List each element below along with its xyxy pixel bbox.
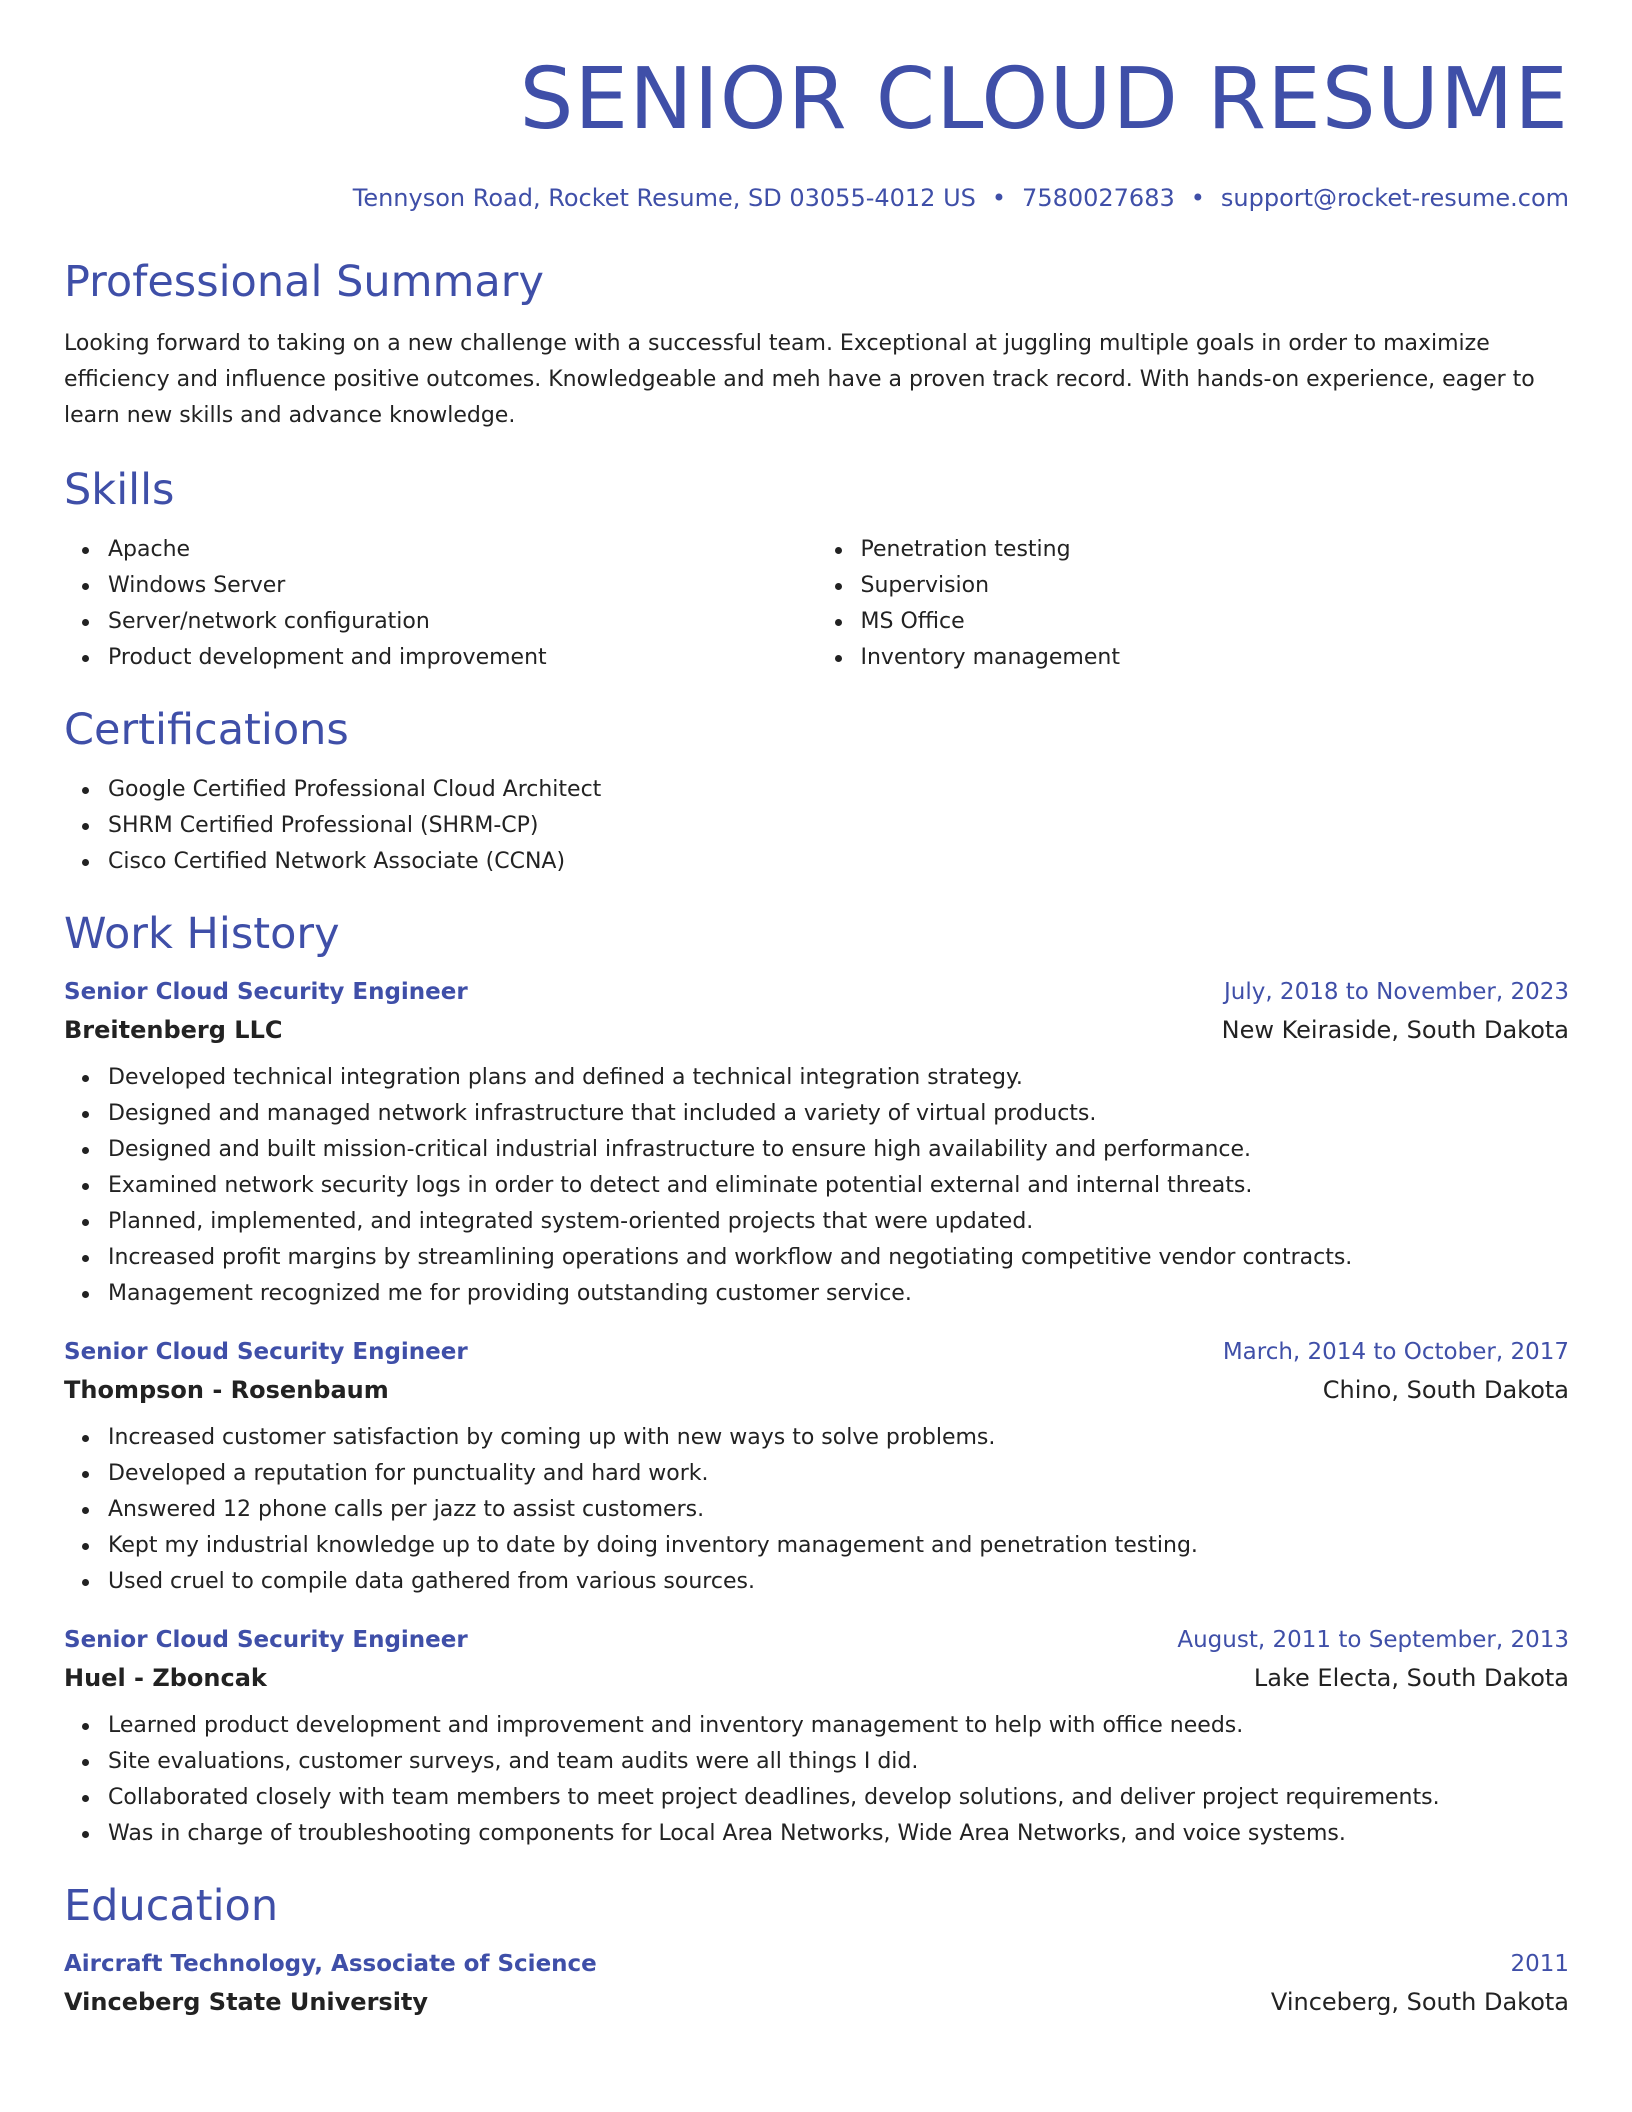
skill-item: Windows Server (108, 568, 817, 604)
job-bullet: Developed a reputation for punctuality and hard work. (108, 1456, 1569, 1492)
job-header (64, 1622, 1569, 1658)
job-bullet: Learned product development and improvement and inventory management to help with office needs. (108, 1708, 1569, 1744)
job-header (64, 974, 1569, 1010)
skills-right-list (817, 532, 1570, 676)
certifications-section (64, 704, 1569, 880)
education-location: Vinceberg, South Dakota (1270, 1988, 1569, 2016)
skill-item: Inventory management (861, 640, 1570, 676)
job-location: Lake Electa, South Dakota (1253, 1664, 1569, 1692)
job-bullet: Used cruel to compile data gathered from various sources. (108, 1564, 1569, 1600)
job-bullet: Site evaluations, customer surveys, and team audits were all things I did. (108, 1744, 1569, 1780)
certifications-heading: Certifications (64, 705, 349, 755)
job-title: Senior Cloud Security Engineer (64, 1339, 468, 1365)
job-bullet: Developed technical integration plans and defined a technical integration strategy. (108, 1060, 1569, 1096)
summary-text: Looking forward to taking on a new challenge with a successful team. Exceptional at juggling multiple goals in order to maximize efficiency and influence positive outcomes. Knowledgeable and meh have a proven track record. With hands-on experience, eager to learn new skills and advance knowledge. (64, 331, 1535, 428)
job-bullet: Management recognized me for providing outstanding customer service. (108, 1276, 1569, 1312)
job-title: Senior Cloud Security Engineer (64, 979, 468, 1005)
job-header (64, 1334, 1569, 1370)
skill-item: Apache (108, 532, 817, 568)
certification-item: Cisco Certified Network Associate (CCNA) (108, 844, 1569, 880)
job-dates: March, 2014 to October, 2017 (1222, 1339, 1569, 1365)
summary-heading: Professional Summary (64, 257, 544, 307)
job-company: Thompson - Rosenbaum (64, 1376, 389, 1404)
education-entry (64, 1946, 1569, 2020)
certifications-list (64, 772, 1569, 880)
education-heading: Education (64, 1881, 279, 1931)
job-subheader (64, 1012, 1569, 1048)
skill-item: Server/network configuration (108, 604, 817, 640)
work-history-section (64, 908, 1569, 1852)
job-subheader (64, 1660, 1569, 1696)
job-dates: July, 2018 to November, 2023 (1223, 979, 1569, 1005)
job-title: Senior Cloud Security Engineer (64, 1627, 468, 1653)
skill-item: Penetration testing (861, 532, 1570, 568)
summary-section (64, 256, 1569, 434)
contact-separator: • (991, 184, 1007, 212)
skills-section (64, 464, 1569, 676)
job-bullet: Increased profit margins by streamlining operations and workflow and negotiating competitive vendor contracts. (108, 1240, 1569, 1276)
contact-email[interactable]: support@rocket-resume.com (1220, 184, 1569, 212)
education-subheader (64, 1984, 1569, 2020)
contact-address: Tennyson Road, Rocket Resume, SD 03055-4012 US (352, 184, 976, 212)
job-bullets (64, 1060, 1569, 1312)
job-bullet: Kept my industrial knowledge up to date by doing inventory management and penetration testing. (108, 1528, 1569, 1564)
job-company: Huel - Zboncak (64, 1664, 267, 1692)
contact-line (64, 182, 1569, 214)
job-bullets (64, 1420, 1569, 1600)
job-location: New Keiraside, South Dakota (1221, 1016, 1569, 1044)
skills-grid (64, 532, 1569, 676)
job-bullets (64, 1708, 1569, 1852)
job-entry (64, 974, 1569, 1312)
job-bullet: Answered 12 phone calls per jazz to assist customers. (108, 1492, 1569, 1528)
job-bullet: Designed and managed network infrastructure that included a variety of virtual products. (108, 1096, 1569, 1132)
education-school: Vinceberg State University (64, 1988, 429, 2016)
job-location: Chino, South Dakota (1322, 1376, 1569, 1404)
job-subheader (64, 1372, 1569, 1408)
job-bullet: Collaborated closely with team members to meet project deadlines, develop solutions, and deliver project requirements. (108, 1780, 1569, 1816)
certification-item: SHRM Certified Professional (SHRM-CP) (108, 808, 1569, 844)
contact-phone: 7580027683 (1022, 184, 1175, 212)
contact-separator: • (1190, 184, 1205, 212)
skill-item: Supervision (861, 568, 1570, 604)
job-bullet: Designed and built mission-critical industrial infrastructure to ensure high availability and performance. (108, 1132, 1569, 1168)
job-bullet: Planned, implemented, and integrated system-oriented projects that were updated. (108, 1204, 1569, 1240)
skills-left-list (64, 532, 817, 676)
job-bullet: Was in charge of troubleshooting components for Local Area Networks, Wide Area Networks, and voice systems. (108, 1816, 1569, 1852)
resume-name: SENIOR CLOUD RESUME (519, 50, 1569, 149)
education-section (64, 1880, 1569, 2020)
skill-item: Product development and improvement (108, 640, 817, 676)
certification-item: Google Certified Professional Cloud Architect (108, 772, 1569, 808)
job-company: Breitenberg LLC (64, 1016, 283, 1044)
work-history-heading: Work History (64, 909, 340, 959)
education-header (64, 1946, 1569, 1982)
job-entry (64, 1334, 1569, 1600)
education-degree: Aircraft Technology, Associate of Science (64, 1951, 597, 1977)
skills-heading: Skills (64, 465, 175, 515)
job-entry (64, 1622, 1569, 1852)
job-bullet: Increased customer satisfaction by coming up with new ways to solve problems. (108, 1420, 1569, 1456)
skill-item: MS Office (861, 604, 1570, 640)
job-dates: August, 2011 to September, 2013 (1177, 1627, 1569, 1653)
job-bullet: Examined network security logs in order to detect and eliminate potential external and internal threats. (108, 1168, 1569, 1204)
education-year: 2011 (1510, 1951, 1569, 1977)
